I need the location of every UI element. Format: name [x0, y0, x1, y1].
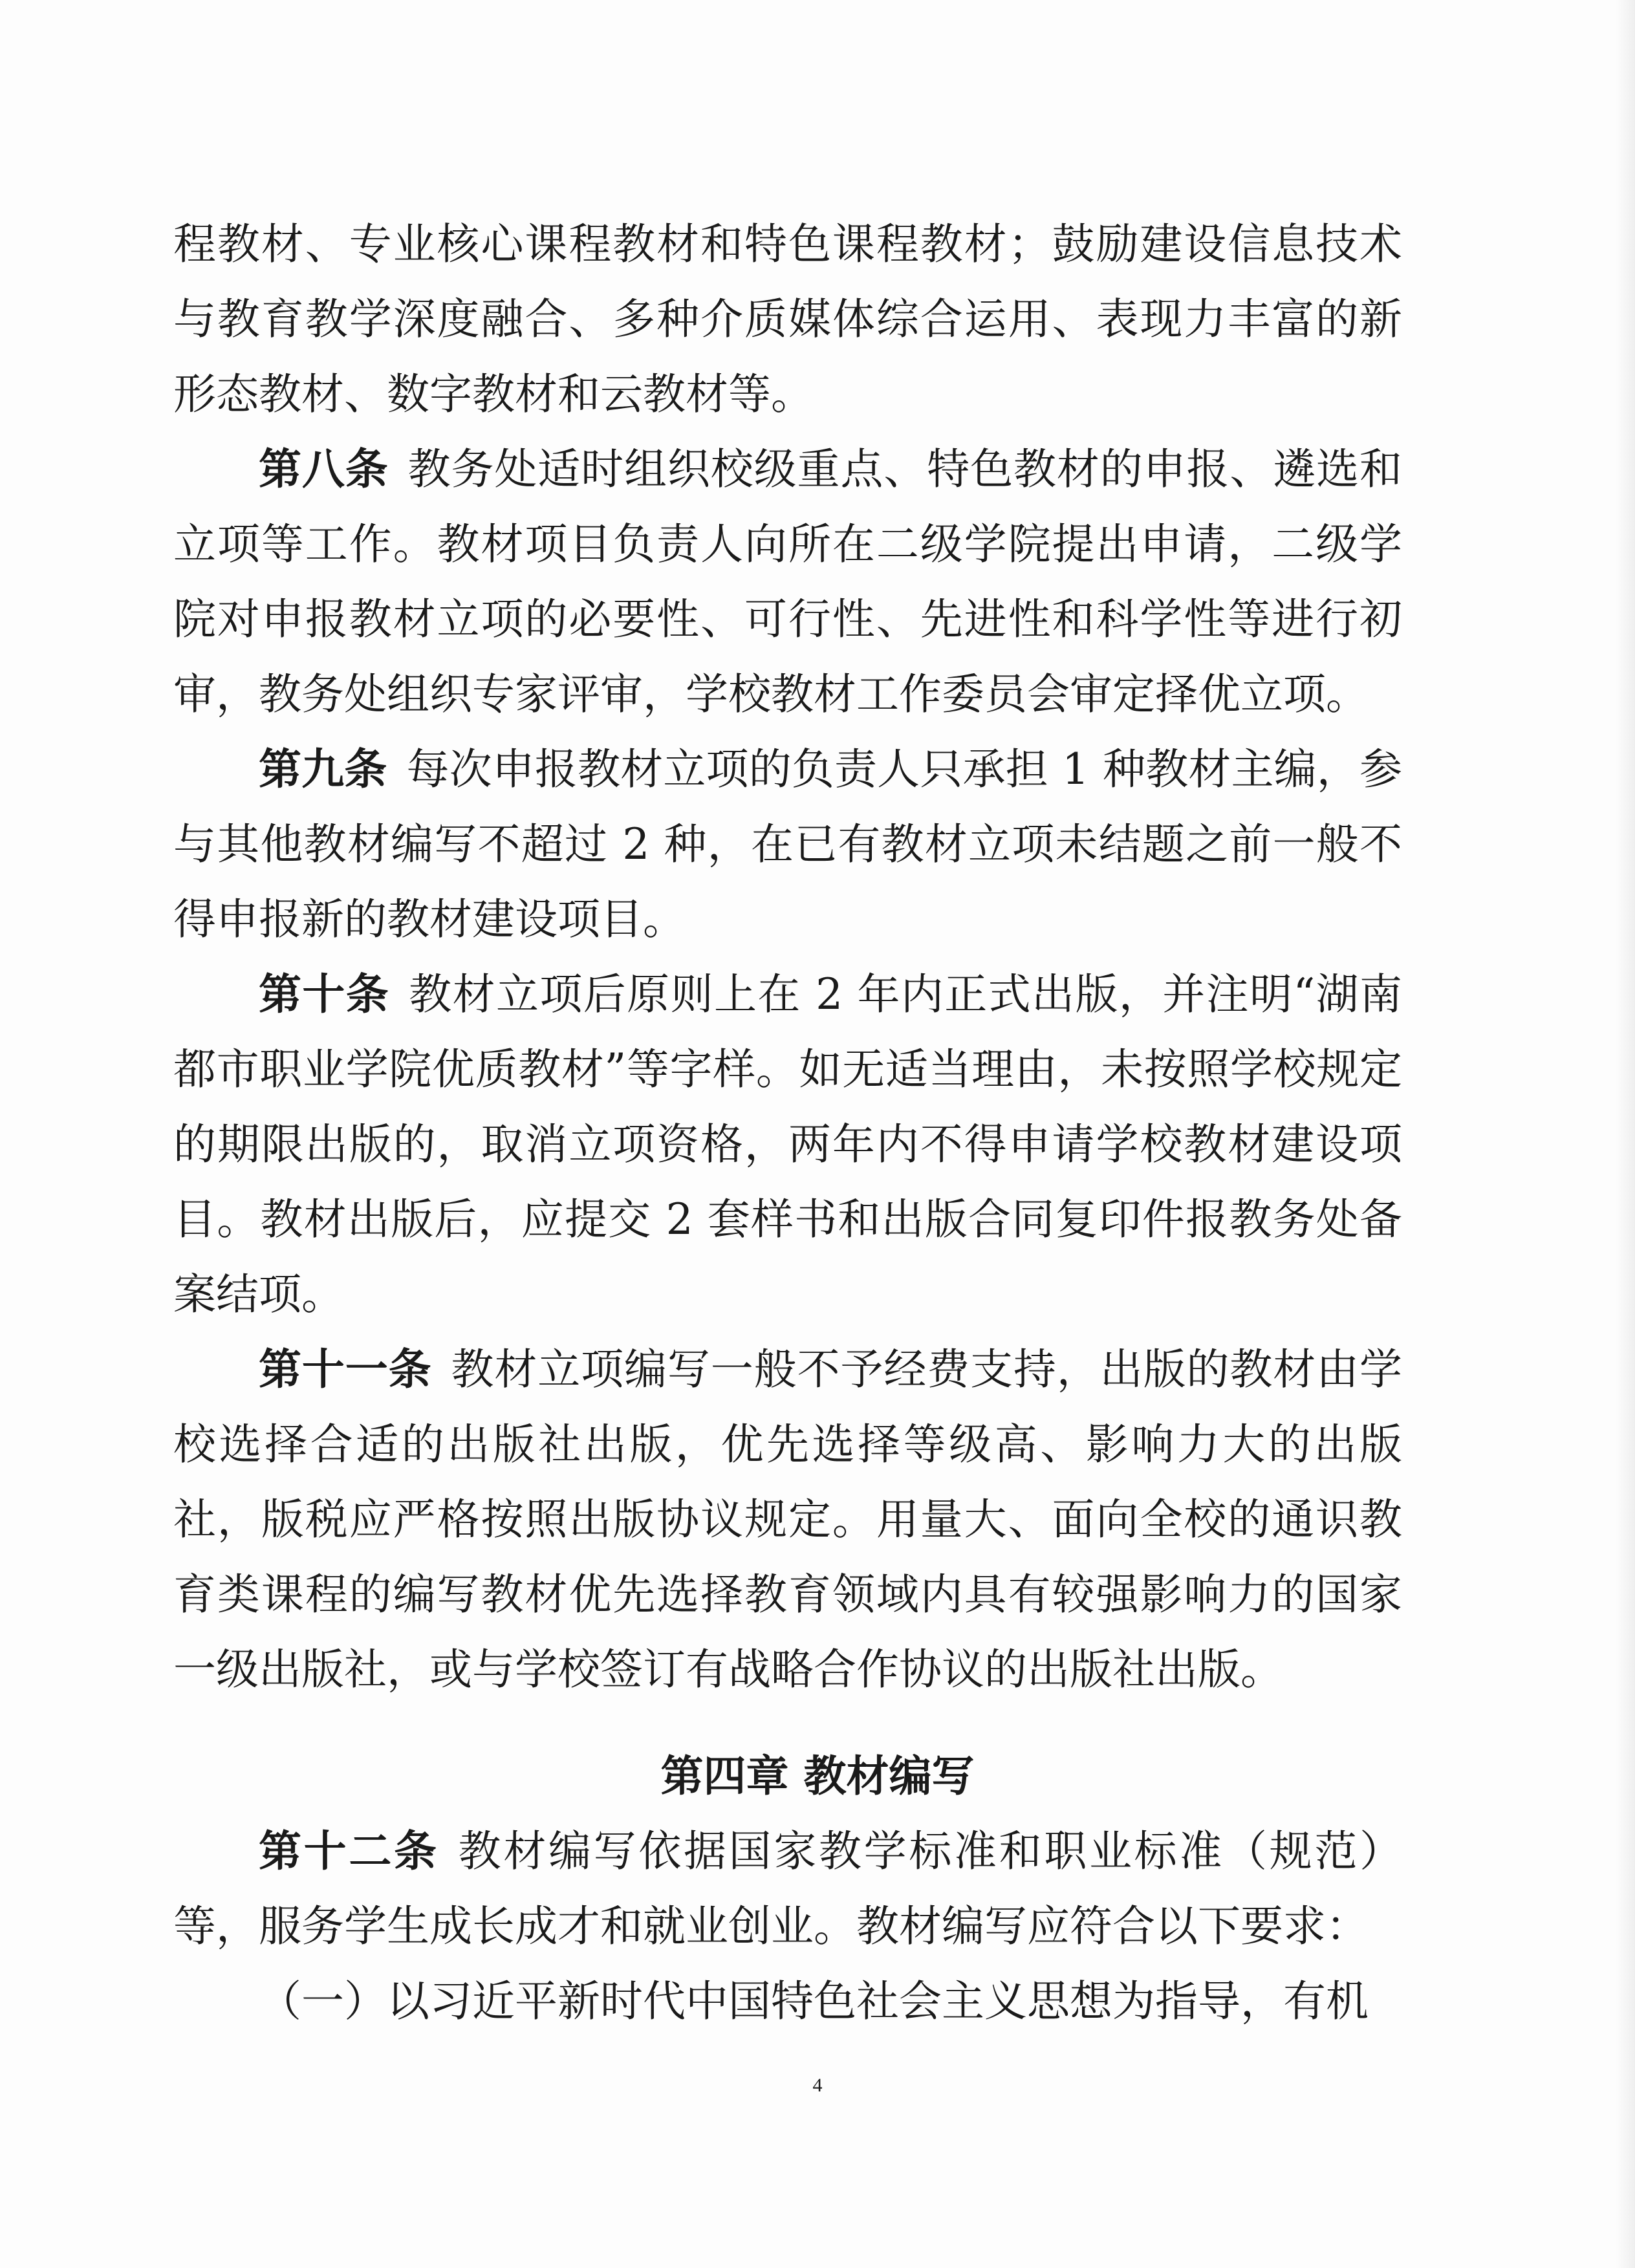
article-11-paragraph: [173, 1332, 1402, 1707]
article-9-label: 第九条: [259, 744, 387, 794]
article-12-text: 教材编写依据国家教学标准和职业标准（规范）等，服务学生成长成才和就业创业。教材编写应符合以下要求：: [173, 1826, 1403, 1951]
article-10-text: 教材立项后原则上在 2 年内正式出版，并注明“湖南都市职业学院优质教材”等字样。如无适当理由，未按照学校规定的期限出版的，取消立项资格，两年内不得申请学校教材建设项目。教材出版后，应提交 2 套样书和出版合同复印件报教务处备案结项。: [173, 969, 1403, 1319]
article-9-paragraph: [173, 732, 1402, 957]
body-text-bottom: [173, 1814, 1402, 2039]
article-8-label: 第八条: [259, 444, 389, 494]
article-8-text: 教务处适时组织校级重点、特色教材的申报、遴选和立项等工作。教材项目负责人向所在二级学院提出申请，二级学院对申报教材立项的必要性、可行性、先进性和科学性等进行初审，教务处组织专家评审，学校教材工作委员会审定择优立项。: [173, 444, 1403, 719]
paragraph-text: 程教材、专业核心课程教材和特色课程教材；鼓励建设信息技术与教育教学深度融合、多种介质媒体综合运用、表现力丰富的新形态教材、数字教材和云教材等。: [173, 219, 1402, 419]
article-12-paragraph: [173, 1814, 1402, 1964]
article-9-text: 每次申报教材立项的负责人只承担 1 种教材主编，参与其他教材编写不超过 2 种，在已有教材立项未结题之前一般不得申报新的教材建设项目。: [173, 744, 1402, 944]
chapter-title: 第四章 教材编写: [660, 1751, 975, 1801]
article-11-label: 第十一条: [259, 1345, 432, 1394]
body-text-top: [173, 207, 1402, 1707]
scan-edge-shadow: [1616, 0, 1635, 2268]
article-8-paragraph: [173, 432, 1402, 732]
article-10-paragraph: [173, 957, 1402, 1332]
paragraph-continued: [173, 207, 1402, 432]
list-item-text: （一）以习近平新时代中国特色社会主义思想为指导，有机: [259, 1976, 1369, 2026]
article-11-text: 教材立项编写一般不予经费支持，出版的教材由学校选择合适的出版社出版，优先选择等级高、影响力大的出版社，版税应严格按照出版协议规定。用量大、面向全校的通识教育类课程的编写教材优先选择教育领域内具有较强影响力的国家一级出版社，或与学校签订有战略合作协议的出版社出版。: [173, 1345, 1403, 1694]
article-12-label: 第十二条: [259, 1826, 439, 1876]
page-number: 4: [812, 2075, 823, 2096]
list-item-1: [173, 1964, 1402, 2039]
article-10-label: 第十条: [259, 969, 390, 1019]
